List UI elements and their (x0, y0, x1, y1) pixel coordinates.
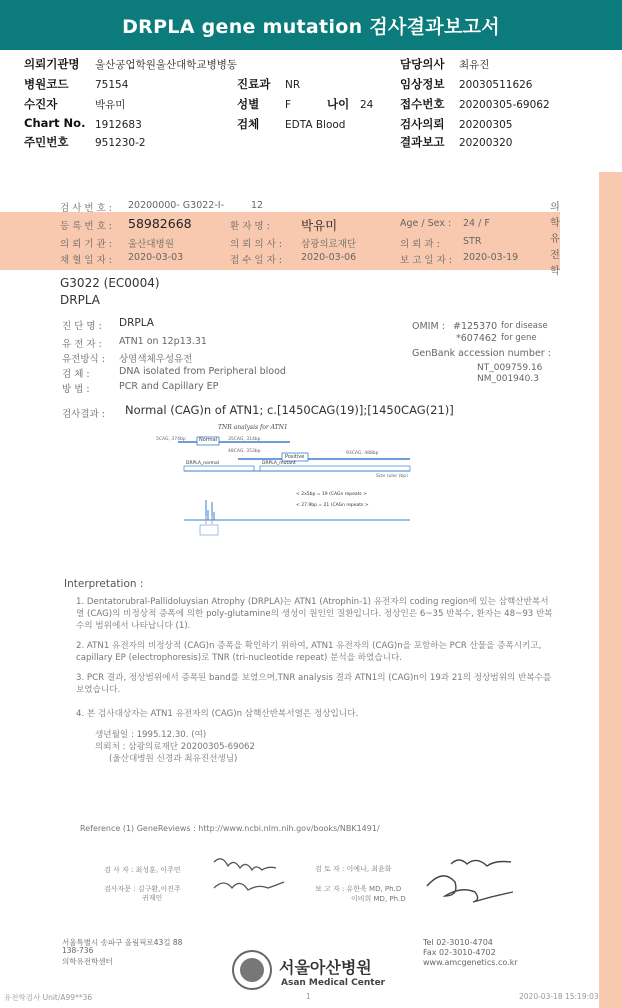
reg-no-label: 등 록 번 호 : (60, 221, 112, 232)
req-dept-value: STR (463, 236, 482, 247)
report-date-label: 결과보고 (400, 135, 445, 149)
request-label: 검사의뢰 (400, 117, 445, 131)
dept-label: 진료과 (237, 77, 271, 91)
diagram-peak-2: < 27.9bp = 21 (CAGn repeats > (296, 503, 369, 508)
inheritance-label: 유전방식 : (62, 354, 105, 365)
patient-value: 박유미 (95, 99, 126, 111)
specimen-detail-value: DNA isolated from Peripheral blood (119, 366, 286, 377)
reg-no-value: 58982668 (128, 216, 192, 231)
hospital-line: (울산대병원 신경과 최유진선생님) (109, 754, 238, 764)
footer-page: 1 (306, 992, 311, 1001)
omim-disease: #125370 (453, 321, 498, 332)
age-value: 24 (360, 99, 374, 111)
omim-disease-note: for disease (501, 321, 548, 331)
report-date-value: 20200320 (459, 137, 513, 149)
advisor-label-2: 귀재인 (142, 894, 163, 902)
address-line-1: 서울특별시 송파구 올림픽로43길 88 (62, 938, 183, 947)
patient-name-value: 박유미 (301, 218, 338, 233)
chart-value: 1912683 (95, 119, 142, 131)
id-value: 951230-2 (95, 137, 146, 149)
sex-value: F (285, 99, 292, 111)
inst-label: 의 뢰 기 관 : (60, 239, 112, 250)
collect-date-label: 채 혈 일 자 : (60, 255, 112, 266)
examiner-label: 검 사 자 : 최성훈, 이주연 (104, 866, 181, 874)
interpretation-title: Interpretation : (64, 578, 144, 590)
result-value: Normal (CAG)n of ATN1; c.[1450CAG(19)];[1450CAG(21)] (125, 403, 454, 417)
specimen-detail-label: 검 체 : (62, 369, 90, 380)
diagram-positive-left: 48CAG, 353bp (228, 449, 261, 454)
inst-value: 울산대병원 (128, 239, 174, 250)
age-sex-label: Age / Sex : (400, 218, 452, 229)
gene-label: 유 전 자 : (62, 339, 102, 350)
receipt-date-label: 접 수 일 자 : (230, 255, 282, 266)
side-department-text: 의학유전학 (550, 202, 560, 277)
test-no-label: 검 사 번 호 : (60, 203, 112, 214)
genbank-label: GenBank accession number : (412, 348, 551, 359)
receipt-label: 접수번호 (400, 97, 445, 111)
request-value: 20200305 (459, 119, 513, 131)
address-line-2: 138-736 (62, 946, 94, 955)
inheritance-value: 상염색체우성유전 (119, 354, 193, 365)
receipt-date-value: 2020-03-06 (301, 252, 357, 263)
diagram-normal-label: Normal (199, 437, 218, 443)
interpretation-1: 1. Dentatorubral-Pallidoluysian Atrophy (DRPLA)는 ATN1 (Atrophin-1) 유전자의 coding region에 있는 삼핵산반복서열 (CAG)의 비정상적 증폭에 의한 poly-glutamine의 생성이 원인인 질환입니다. 정상인은 6~35 반복수, 환자는 48~93 반복수의 범위에서 나타납니다 (1). (76, 597, 553, 632)
reporter-label-2: 이비희 MD, Ph.D (351, 895, 406, 903)
diagnosis-label: 진 단 명 : (62, 321, 102, 332)
interpretation-3: 3. PCR 결과, 정상범위에서 증폭된 band를 보였으며,TNR analysis 결과 ATN1의 (CAG)n이 19과 21의 정상범위의 반복수를 보였습니다. (76, 673, 552, 696)
interpretation-4: 4. 본 검사대상자는 ATN1 유전자의 (CAG)n 삼핵산반복서열은 정상입니다. (76, 709, 359, 719)
genbank-1: NT_009759.16 (477, 363, 543, 373)
genbank-2: NM_001940.3 (477, 374, 539, 384)
reporter-label: 보 고 자 : 유한욱 MD, Ph.D (315, 885, 402, 893)
advisor-label: 검사자문 : 김구환,이진주 (104, 885, 181, 893)
patient-name-label: 환 자 명 : (230, 221, 270, 232)
dept-value: NR (285, 79, 301, 91)
requesting-doctor-label: 의 뢰 의 사 : (230, 239, 282, 250)
footer-left: 유전학검사 Unit/A99**36 (4, 993, 93, 1002)
receipt-value: 20200305-69062 (459, 99, 550, 111)
specimen-label: 검체 (237, 117, 260, 131)
omim-label: OMIM : (412, 321, 445, 332)
website: www.amcgenetics.co.kr (423, 958, 518, 967)
method-value: PCR and Capillary EP (119, 381, 219, 392)
test-no-value: 20200000- G3022-I- (128, 200, 224, 211)
reviewer-label: 검 토 자 : 이예나, 최윤화 (315, 865, 392, 873)
address-line-3: 의학유전학센터 (62, 957, 113, 966)
doctor-label: 담당의사 (400, 57, 445, 71)
hospital-name-kr: 서울아산병원 (279, 958, 372, 977)
report-title: DRPLA gene mutation 검사결과보고서 (122, 16, 500, 38)
method-label: 방 법 : (62, 384, 90, 395)
test-code: G3022 (EC0004) (60, 276, 160, 290)
sex-label: 성별 (237, 97, 260, 111)
age-sex-value: 24 / F (463, 218, 490, 229)
diagnosis-value: DRPLA (119, 317, 154, 329)
institution-label: 의뢰기관명 (24, 57, 80, 71)
diagram-graphics (150, 420, 430, 555)
report-date-label-2: 보 고 일 자 : (400, 255, 452, 266)
test-name: DRPLA (60, 293, 100, 307)
report-date-value-2: 2020-03-19 (463, 252, 519, 263)
omim-gene: *607462 (456, 333, 498, 344)
diagram-positive-label: Positive (285, 454, 305, 460)
side-band (599, 172, 622, 1008)
footer-right: 2020-03-18 15:19:03 (519, 992, 599, 1001)
fax: Fax 02-3010-4702 (423, 948, 496, 957)
specimen-value: EDTA Blood (285, 119, 346, 131)
req-dept-label: 의 뢰 과 : (400, 239, 440, 250)
clinical-value: 20030511626 (459, 79, 533, 91)
diagram-peak-1: < 2x5bp = 19 (CAGn repeats > (296, 492, 367, 497)
requesting-doctor-value: 삼광의료재단 (301, 239, 357, 250)
examiner-signature (200, 850, 300, 900)
clinical-label: 임상정보 (400, 77, 445, 91)
tel: Tel 02-3010-4704 (423, 938, 493, 947)
age-label: 나이 (327, 97, 350, 111)
report-header (0, 0, 622, 50)
diagram-normal-bar-label: DRPLA_normal (186, 461, 220, 466)
institution-value: 울산공업학원울산대학교병병동 (95, 59, 238, 71)
doctor-value: 최유진 (459, 59, 490, 71)
tnr-analysis-diagram (150, 420, 430, 555)
diagram-mutant-bar-label: DRPLA_mutant (262, 461, 296, 466)
requester-line: 의뢰처 : 삼광의료재단 20200305-69062 (95, 742, 255, 752)
diagram-normal-right: 35CAG, 314bp (228, 437, 261, 442)
chart-label: Chart No. (24, 116, 86, 130)
test-no-suffix: 12 (251, 200, 264, 211)
hospital-name-en: Asan Medical Center (281, 978, 386, 988)
hospital-code-label: 병원코드 (24, 77, 69, 91)
diagram-positive-right: 93CAG, 488bp (346, 451, 379, 456)
result-label: 검사결과 : (62, 409, 105, 420)
diagram-normal-left: 5CAG, 374bp (156, 437, 186, 442)
reference-line: Reference (1) GeneReviews : http://www.ncbi.nlm.nih.gov/books/NBK1491/ (80, 824, 380, 833)
id-label: 주민번호 (24, 135, 69, 149)
hospital-seal-emblem-icon (240, 958, 264, 982)
diagram-size-ruler: Size ruler (bp) (376, 474, 408, 479)
diagram-title: TNR analysis for ATN1 (218, 424, 288, 431)
birth-line: 생년월일 : 1995.12.30. (여) (95, 730, 207, 740)
patient-label: 수진자 (24, 97, 58, 111)
omim-gene-note: for gene (501, 333, 537, 343)
collect-date-value: 2020-03-03 (128, 252, 184, 263)
gene-value: ATN1 on 12p13.31 (119, 336, 207, 347)
interpretation-2: 2. ATN1 유전자의 비정상적 (CAG)n 증폭을 확인하기 위하여, ATN1 유전자의 (CAG)n을 포함하는 PCR 산물을 증폭시키고, capillary EP (electrophoresis)로 TNR (tri-nucleotide repeat) 분석을 하였습니다. (76, 641, 542, 664)
hospital-code-value: 75154 (95, 79, 129, 91)
reporter-signature (415, 850, 525, 906)
